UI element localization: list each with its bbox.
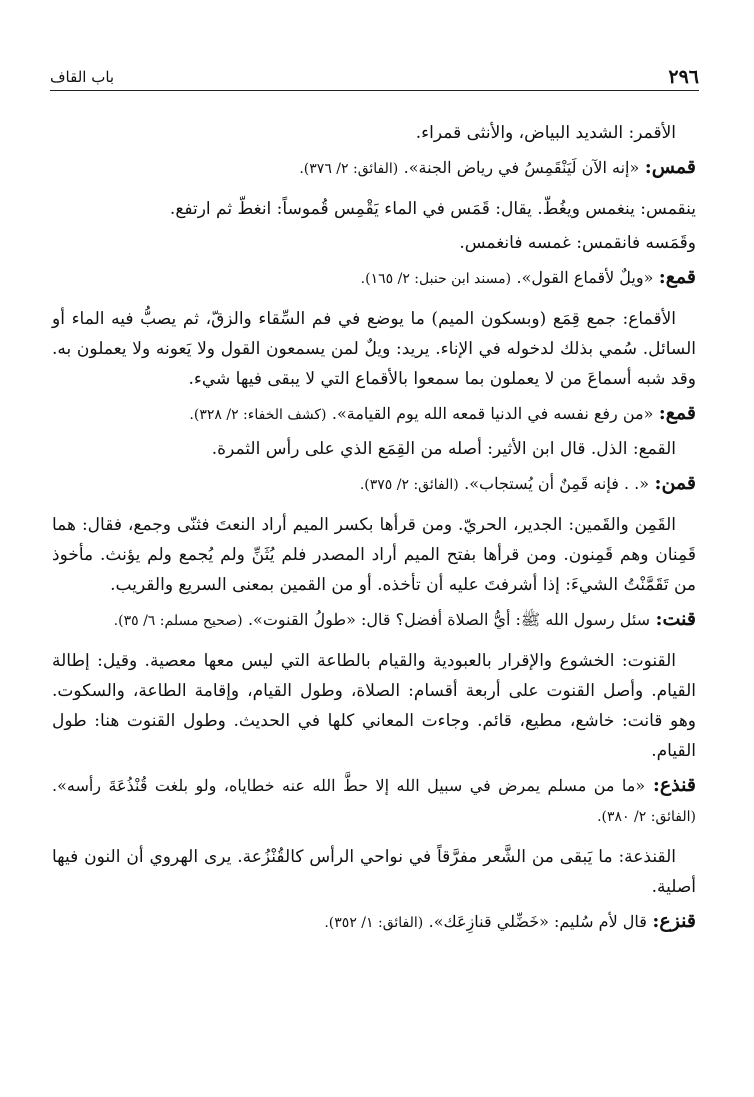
definition-paragraph: ينقمس: ينغمس ويغُطّ. يقال: قَمَس في الماء يَقْمِس قُموساً: انغطّ ثم ارتفع.	[169, 199, 696, 219]
page-header	[50, 62, 699, 91]
definition-paragraph: القنذعة: ما يَبقى من الشَّعر مفرَّقاً في نواحي الرأس كالقُنْزُعة. يرى الهروي أن النون فيها أصلية.	[52, 847, 696, 897]
entry-quote: «. . فإنه قَمِنٌ أن يُستجاب».	[464, 474, 650, 493]
definition-paragraph: القنوت: الخشوع والإقرار بالعبودية والقيام بالطاعة التي ليس معها معصية. وقيل: إطالة القيام. وأصل القنوت على أربعة أقسام: الصلاة، وطول القيام، وإقامة الطاعة، والسكوت. وهو قانت: خاشع، مطيع، قائم. وجاءت المعاني كلها في الحديث. وطول القنوت هنا: طول القيام.	[52, 651, 696, 761]
entry-quote: «ما من مسلم يمرض في سبيل الله إلا حطَّ الله عنه خطاياه، ولو بلغت قُنْذُعَةَ رأسه».	[52, 776, 646, 795]
entry-source: (الفائق: ٢/ ٣٧٦).	[299, 161, 399, 177]
running-head: باب القاف	[50, 68, 115, 86]
entry-headword: قمس:	[644, 156, 696, 178]
entry-source: (صحيح مسلم: ٦/ ٣٥).	[113, 613, 243, 629]
entry-source: (مسند ابن حنبل: ٢/ ١٦٥).	[360, 271, 512, 287]
dictionary-entry	[52, 398, 696, 430]
definition-paragraph: الأقمر: الشديد البياض، والأنثى قمراء.	[415, 123, 676, 143]
definition-paragraph: القَمِن والقَمين: الجدير، الحريّ. ومن قرأها بكسر الميم أراد النعتَ فثنّى وجمع، فقال: هما قَمِنان وهم قَمِنون. ومن قرأها بفتح الميم أراد المصدر فلم يُثَنِّ ولم يُجمع ولم يؤنث. مأخوذ من تَقَمَّنْتُ الشيءَ: إذا أشرفتَ عليه أن تأخذه. أو من القمين بمعنى السريع والقريب.	[52, 515, 696, 595]
entry-headword: قمع:	[658, 266, 696, 288]
entry-headword: قنذع:	[652, 774, 696, 796]
dictionary-entry	[52, 770, 696, 832]
entry-source: (الفائق: ١/ ٣٥٢).	[324, 915, 424, 931]
dictionary-entry	[52, 604, 696, 636]
entry-source: (الفائق: ٢/ ٣٧٥).	[359, 477, 459, 493]
entry-headword: قنت:	[655, 608, 696, 630]
entry-source: (كشف الخفاء: ٢/ ٣٢٨).	[189, 407, 327, 423]
entry-headword: قنزع:	[652, 910, 696, 932]
entry-quote: «إنه الآن لَيَنْقَمِسُ في رياض الجنة».	[403, 158, 640, 177]
dictionary-entry	[52, 152, 696, 184]
definition-paragraph: القمع: الذل. قال ابن الأثير: أصله من القِمَع الذي على رأس الثمرة.	[211, 439, 676, 459]
entry-headword: قمع:	[658, 402, 696, 424]
dictionary-entry	[52, 906, 696, 938]
entry-source: (الفائق: ٢/ ٣٨٠).	[597, 809, 696, 825]
entry-quote: «من رفع نفسه في الدنيا قمعه الله يوم القيامة».	[331, 404, 654, 423]
definition-paragraph: الأقماع: جمع قِمَع (وبسكون الميم) ما يوضع في فم السِّقاء والزقّ، ثم يصبُّ فيه الماء أو السائل. سُمي بذلك لدخوله في الإناء. يريد: ويلٌ لمن يسمعون القول ولا يَعونه ولا يعملون به. وقد شبه أسماعَ من لا يعملون بما سمعوا بالأقماع التي لا يبقى فيها شيء.	[52, 309, 696, 389]
definition-paragraph: وقَمَسه فانقمس: غمسه فانغمس.	[459, 233, 696, 253]
entry-quote: «ويلٌ لأقماع القول».	[516, 268, 654, 287]
entry-quote: قال لأم سُليم: «خَضِّلي قنازِعَك».	[428, 912, 647, 931]
dictionary-entry	[52, 468, 696, 500]
entry-headword: قمن:	[654, 472, 696, 494]
entry-quote: سئل رسول الله ﷺ: أيُّ الصلاة أفضل؟ قال: «طولُ القنوت».	[247, 610, 651, 629]
dictionary-entry	[52, 262, 696, 294]
dictionary-body	[52, 118, 696, 942]
page-number: ٢٩٦	[668, 66, 699, 88]
